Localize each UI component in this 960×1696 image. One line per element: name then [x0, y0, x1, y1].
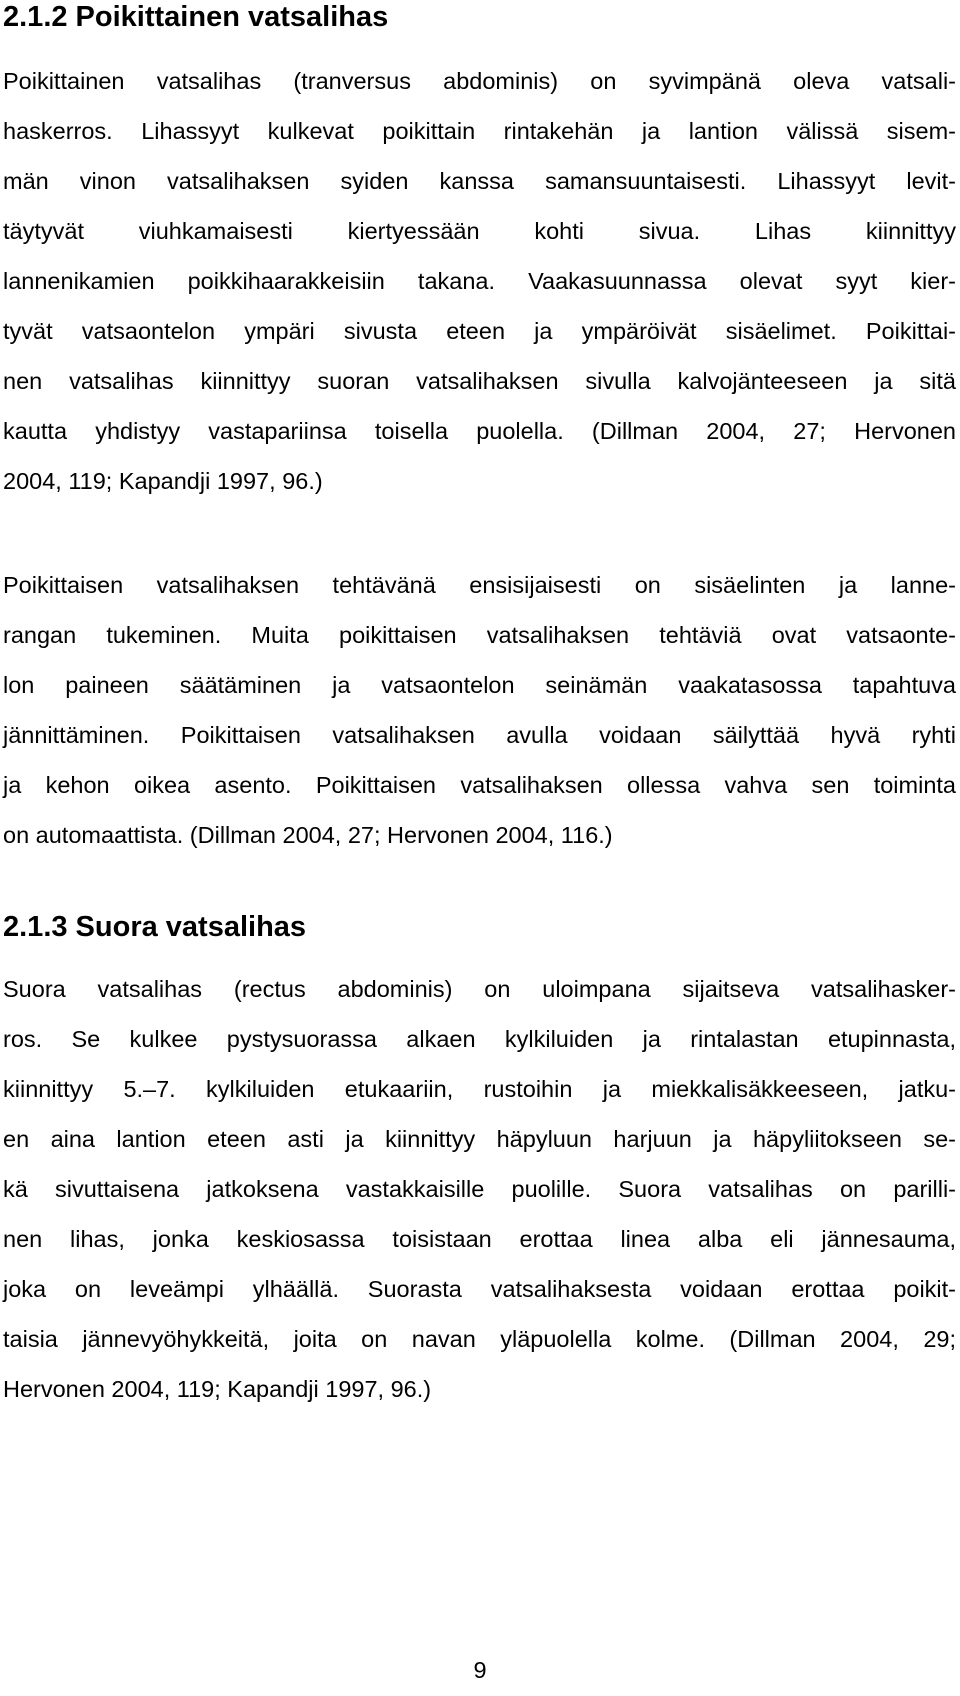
text-line: lannenikamien poikkihaarakkeisiin takana. Vaakasuunnassa olevat syyt kier-: [3, 268, 956, 294]
paragraph-transversus-anatomy: [3, 56, 956, 506]
paragraph-rectus-anatomy: [3, 964, 956, 1414]
text-line: kautta yhdistyy vastapariinsa toisella puolella. (Dillman 2004, 27; Hervonen: [3, 418, 956, 444]
text-line: nen vatsalihas kiinnittyy suoran vatsalihaksen sivulla kalvojänteeseen ja sitä: [3, 368, 956, 394]
text-line: män vinon vatsalihaksen syiden kanssa samansuuntaisesti. Lihassyyt levit-: [3, 168, 956, 194]
text-line: Poikittaisen vatsalihaksen tehtävänä ensisijaisesti on sisäelinten ja lanne-: [3, 572, 956, 598]
paragraph-transversus-function: [3, 560, 956, 860]
text-line: on automaattista. (Dillman 2004, 27; Hervonen 2004, 116.): [3, 822, 613, 848]
text-line: täytyvät viuhkamaisesti kiertyessään kohti sivua. Lihas kiinnittyy: [3, 218, 956, 244]
text-line: 2004, 119; Kapandji 1997, 96.): [3, 468, 323, 494]
text-line: ros. Se kulkee pystysuorassa alkaen kylkiluiden ja rintalastan etupinnasta,: [3, 1026, 956, 1052]
text-line: kä sivuttaisena jatkoksena vastakkaisille puolille. Suora vatsalihas on parilli-: [3, 1176, 956, 1202]
text-line: Suora vatsalihas (rectus abdominis) on uloimpana sijaitseva vatsalihasker-: [3, 976, 956, 1002]
text-line: en aina lantion eteen asti ja kiinnittyy häpyluun harjuun ja häpyliitokseen se-: [3, 1126, 956, 1152]
text-line: Poikittainen vatsalihas (tranversus abdominis) on syvimpänä oleva vatsali-: [3, 68, 956, 94]
text-line: joka on leveämpi ylhäällä. Suorasta vatsalihaksesta voidaan erottaa poikit-: [3, 1276, 956, 1302]
text-line: Hervonen 2004, 119; Kapandji 1997, 96.): [3, 1376, 432, 1402]
text-line: rangan tukeminen. Muita poikittaisen vatsalihaksen tehtäviä ovat vatsaonte-: [3, 622, 956, 648]
text-line: nen lihas, jonka keskiosassa toisistaan erottaa linea alba eli jännesauma,: [3, 1226, 956, 1252]
text-line: ja kehon oikea asento. Poikittaisen vatsalihaksen ollessa vahva sen toiminta: [3, 772, 956, 798]
section-heading-2-1-3: 2.1.3 Suora vatsalihas: [3, 911, 307, 943]
text-line: kiinnittyy 5.–7. kylkiluiden etukaariin, rustoihin ja miekkalisäkkeeseen, jatku-: [3, 1076, 956, 1102]
text-line: tyvät vatsaontelon ympäri sivusta eteen ja ympäröivät sisäelimet. Poikittai-: [3, 318, 956, 344]
page-number: 9: [473, 1657, 487, 1683]
text-line: jännittäminen. Poikittaisen vatsalihaksen avulla voidaan säilyttää hyvä ryhti: [3, 722, 956, 748]
text-line: haskerros. Lihassyyt kulkevat poikittain rintakehän ja lantion välissä sisem-: [3, 118, 956, 144]
section-heading-2-1-2: 2.1.2 Poikittainen vatsalihas: [3, 1, 389, 33]
text-line: lon paineen säätäminen ja vatsaontelon seinämän vaakatasossa tapahtuva: [3, 672, 956, 698]
text-line: taisia jännevyöhykkeitä, joita on navan yläpuolella kolme. (Dillman 2004, 29;: [3, 1326, 956, 1352]
